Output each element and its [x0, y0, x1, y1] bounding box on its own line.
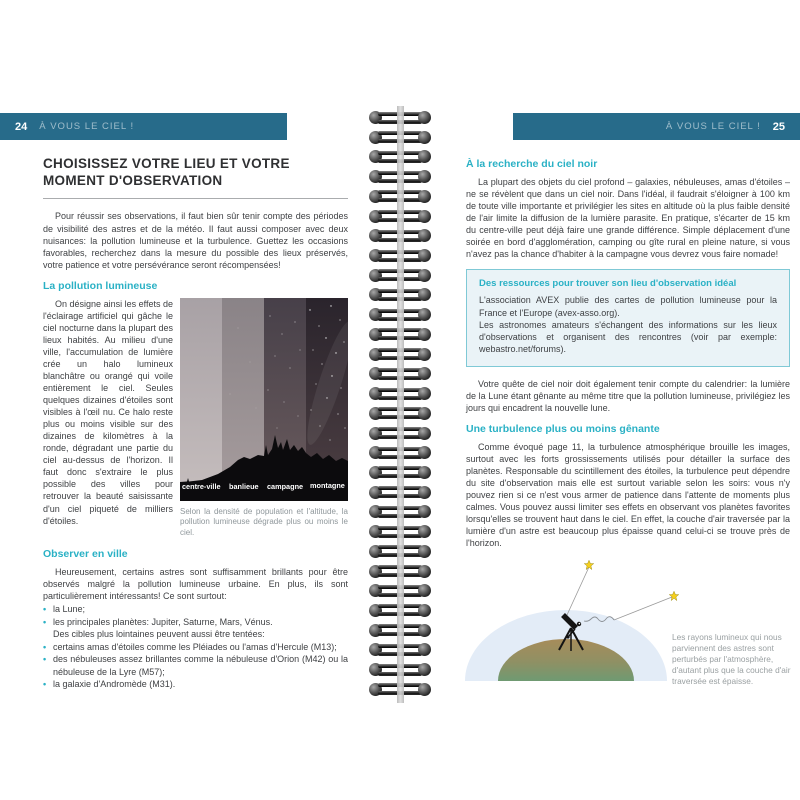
spine-strip [397, 106, 404, 703]
list-item: • certains amas d'étoiles comme les Pléiades ou l'amas d'Hercule (M13); [43, 641, 348, 653]
left-running-title: À VOUS LE CIEL ! [39, 121, 135, 132]
ville-bullet-list-2 [43, 641, 348, 691]
star-overhead-icon [584, 560, 594, 569]
pollution-paragraph: On désigne ainsi les effets de l'éclairage artificiel qui gâche le ciel nocturne dans la plupart des lieux habités. Au milieu d'une ville, l'accumulation de lumière crée un halo lumineux blanchâtre ou orangé qui voile entièrement le ciel. Seules quelques dizaines d'étoiles sont visibles à l'œil nu. Ce halo reste plus ou moins visible sur des dizaines de kilomètres à la ronde, dégradant une partie du ciel au-dessus de l'horizon. Il faut donc s'extraire le plus possible des villes pour retrouver la beauté saisissante d'un ciel piqueté de milliers d'étoiles. [43, 298, 173, 526]
star-horizon-icon [669, 591, 679, 600]
tip-box-line: L'association AVEX publie des cartes de pollution lumineuse pour la France et l'Europe (avex-asso.org). [479, 295, 777, 318]
pollution-text-column [43, 298, 173, 539]
turbulence-paragraph: Comme évoqué page 11, la turbulence atmosphérique brouille les images, surtout avec les forts grossissements utilisés pour détailler la surface des planètes. Responsable du scintillement des étoiles, la turbulence peut dépendre du site d'observation mais elle est surtout variable selon les soirs: vous n'y pouvez rien si ce n'est vous armer de patience dans l'attente de moments plus calmes. Vous pouvez aussi limiter ses effets en observant vos planètes favorites lorsqu'elles se trouvent haut dans le ciel. En effet, la couche d'air traversée par la lumière d'un astre est beaucoup plus épaisse quand celui-ci se trouve près de l'horizon. [466, 441, 790, 549]
photo-label-centre-ville: centre-ville [182, 481, 221, 491]
title-rule [43, 198, 348, 199]
left-page-header [0, 113, 287, 140]
photo-label-montagne: montagne [310, 480, 345, 490]
tip-box-title: Des ressources pour trouver son lieu d'observation idéal [479, 278, 737, 290]
section-heading-pollution: La pollution lumineuse [43, 279, 158, 292]
illustration-caption: Les rayons lumineux qui nous parviennent des astres sont perturbés par l'atmosphère, d'autant plus que la couche d'air traversée est épaisse. [672, 632, 791, 686]
pollution-section [43, 298, 348, 539]
section-heading-ville: Observer en ville [43, 548, 128, 561]
right-running-title: À VOUS LE CIEL ! [665, 121, 761, 132]
intro-paragraph: Pour réussir ses observations, il faut bien sûr tenir compte des périodes de visibilité des astres et de la météo. Il faut aussi composer avec deux nuisances: la pollution lumineuse et la turbulence. Guettez les occasions favorables, recherchez dans la mesure du possible des lieux préservés, votre patience et votre persévérance seront récompensées! [43, 211, 348, 270]
right-page-header [513, 113, 800, 140]
light-ray-oblique [614, 597, 672, 620]
photo-label-campagne: campagne [267, 481, 304, 491]
chapter-title: CHOISISSEZ VOTRE LIEU ET VOTRE MOMENT D'OBSERVATION [43, 156, 290, 188]
sky-band-centre-ville [180, 298, 222, 501]
right-page-number: 25 [772, 120, 785, 133]
list-item: • les principales planètes: Jupiter, Saturne, Mars, Vénus. [43, 616, 348, 628]
list-item: • des nébuleuses assez brillantes comme la nébuleuse d'Orion (M42) ou la nébuleuse de la Lyre (M57); [43, 653, 348, 678]
ville-bullet-list-1 [43, 603, 348, 628]
calendar-paragraph: Votre quête de ciel noir doit également tenir compte du calendrier: la lumière de la Lune étant gênante au même titre que la pollution lumineuse, privilégiez les jours qui encadrent la nouvelle lune. [466, 378, 790, 413]
list-item: • la galaxie d'Andromède (M31). [43, 678, 348, 690]
section-heading-turbulence: Une turbulence plus ou moins gênante [466, 422, 660, 435]
tip-box-line: Les astronomes amateurs s'échangent des informations sur les lieux d'observations et organisent des rencontres (voir par exemple: webastro.net/forums). [479, 319, 777, 355]
ville-interlude: Des cibles plus lointaines peuvent aussi être tentées: [53, 629, 265, 640]
ville-paragraph: Heureusement, certains astres sont suffisamment brillants pour être observés malgré la pollution lumineuse urbaine. En plus, ils sont particulièrement intéressants! Ce sont surtout: [43, 567, 348, 602]
section-heading-ciel-noir: À la recherche du ciel noir [466, 158, 598, 170]
list-item: • la Lune; [43, 603, 348, 615]
light-ray-straight [567, 567, 589, 615]
light-pollution-figure [180, 298, 348, 539]
photo-label-banlieue: banlieue [229, 481, 259, 491]
right-page [466, 156, 790, 730]
ciel-noir-paragraph: La plupart des objets du ciel profond – galaxies, nébuleuses, amas d'étoiles – ne se révèlent que dans un ciel noir. Dans l'idéal, il faudrait s'éloigner à 100 km de toute ville importante et privilégier les sites en altitude où la plus faible densité de l'air limite la diffusion de la lumière parasite. En pratique, s'écarter de 15 km du centre-ville peut déjà faire une grande différence. Simple déplacement d'une soirée en bord d'agglomération, camping ou gîte rural en pleine nature, si vous n'avez pas la chance d'habiter à la campagne vous devrez vous faire nomade! [466, 177, 790, 260]
left-page [43, 156, 348, 690]
resources-tip-box [466, 269, 790, 366]
photo-caption: Selon la densité de population et l'altitude, la pollution lumineuse dégrade plus ou moins le ciel. [180, 506, 348, 537]
atmosphere-illustration [466, 558, 790, 730]
left-page-number: 24 [15, 120, 28, 133]
light-pollution-photo [180, 298, 348, 501]
